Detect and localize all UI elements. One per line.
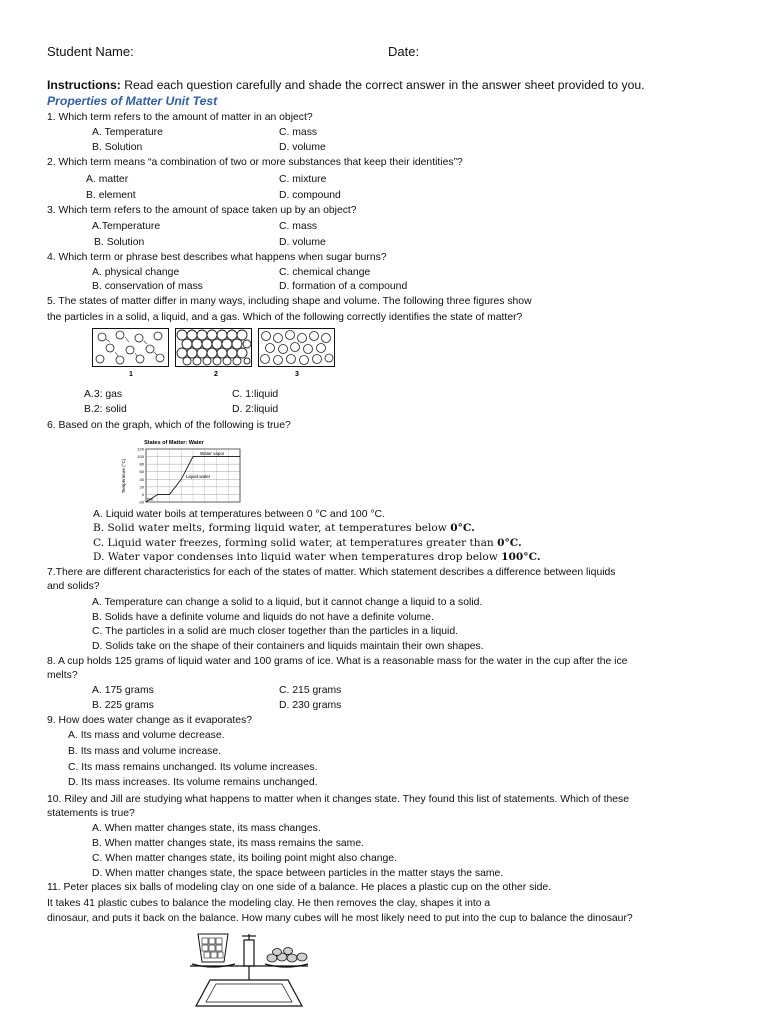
q1-option-c: C. mass: [279, 127, 318, 138]
instructions-text: Read each question carefully and shade the correct answer in the answer sheet provided to you.: [120, 78, 645, 92]
q1-option-a: A. Temperature: [92, 127, 163, 138]
q1-option-d: D. volume: [279, 142, 326, 153]
figure-box-1: [93, 329, 169, 367]
q10-option-b: B. When matter changes state, its mass remains the same.: [92, 838, 364, 849]
question-1-stem: 1. Which term refers to the amount of matter in an object?: [47, 112, 313, 123]
q7-option-a: A. Temperature can change a solid to a liquid, but it cannot change a liquid to a solid.: [92, 597, 483, 608]
states-of-matter-graph: [116, 436, 246, 506]
question-11-stem-line1: 11. Peter places six balls of modeling clay on one side of a balance. He places a plastic cup on the other side.: [47, 882, 552, 893]
student-name-label: Student Name:: [47, 44, 134, 59]
question-11-stem-line2: It takes 41 plastic cubes to balance the modeling clay. He then removes the clay, shapes it into a: [47, 898, 491, 909]
question-8-stem-line1: 8. A cup holds 125 grams of liquid water and 100 grams of ice. What is a reasonable mass for the water in the cup after the ice: [47, 656, 628, 667]
q9-option-b: B. Its mass and volume increase.: [68, 746, 222, 757]
q6-option-b: [93, 522, 475, 535]
q4-option-a: A. physical change: [92, 267, 180, 278]
q10-option-a: A. When matter changes state, its mass changes.: [92, 823, 321, 834]
q5-option-c: C. 1:liquid: [232, 389, 279, 400]
question-8-stem-line2: melts?: [47, 670, 78, 681]
figure-box-2: [176, 329, 252, 367]
question-11-stem-line3: dinosaur, and puts it back on the balance. How many cubes will he most likely need to put into the cup to balance the dinosaur?: [47, 913, 633, 924]
q4-option-d: D. formation of a compound: [279, 281, 408, 292]
q10-option-d: D. When matter changes state, the space between particles in the matter stays the same.: [92, 868, 504, 879]
graph-title: States of Matter: Water: [144, 440, 204, 446]
q9-option-a: A. Its mass and volume decrease.: [68, 730, 225, 741]
q6-option-d: [93, 551, 541, 564]
q3-option-b: B. Solution: [94, 237, 145, 248]
q3-option-c: C. mass: [279, 221, 318, 232]
question-7-stem-line1: 7.There are different characteristics for each of the states of matter. Which statement describes a difference between liquids: [47, 567, 616, 578]
q9-option-d: D. Its mass increases. Its volume remains unchanged.: [68, 777, 318, 788]
q2-option-d: D. compound: [279, 190, 341, 201]
q5-option-a: A.3: gas: [84, 389, 123, 400]
q10-option-c: C. When matter changes state, its boiling point might also change.: [92, 853, 397, 864]
instructions-label: Instructions:: [47, 78, 121, 92]
graph-label-vapor: Water vapor: [200, 451, 225, 457]
q8-option-c: C. 215 grams: [279, 685, 342, 696]
q8-option-d: D. 230 grams: [279, 700, 342, 711]
unit-title: Properties of Matter Unit Test: [47, 94, 218, 108]
question-5-stem-line1: 5. The states of matter differ in many ways, including shape and volume. The following three figures show: [47, 296, 532, 307]
q4-option-c: C. chemical change: [279, 267, 371, 278]
graph-tick-label: 40: [139, 476, 144, 482]
q3-option-d: D. volume: [279, 237, 326, 248]
q3-option-a: A.Temperature: [92, 221, 161, 232]
q7-option-b: B. Solids have a definite volume and liquids do not have a definite volume.: [92, 612, 434, 623]
graph-ylabel: Temperature (°C): [121, 458, 126, 494]
balance-base: [196, 966, 302, 1006]
q4-option-b: B. conservation of mass: [92, 281, 203, 292]
question-4-stem: 4. Which term or phrase best describes what happens when sugar burns?: [47, 252, 387, 263]
q6-option-c: [93, 537, 522, 550]
question-3-stem: 3. Which term refers to the amount of space taken up by an object?: [47, 205, 357, 216]
q6-option-c-value: 0°C.: [497, 537, 522, 549]
figure-label-3: 3: [295, 371, 299, 378]
figure-label-1: 1: [129, 371, 133, 378]
cup-with-cubes: [198, 934, 228, 962]
question-10-stem-line2: statements is true?: [47, 808, 135, 819]
q2-option-a: A. matter: [86, 174, 129, 185]
q8-option-a: A. 175 grams: [92, 685, 154, 696]
q6-option-d-text: D. Water vapor condenses into liquid water when temperatures drop below: [93, 551, 502, 563]
question-6-stem: 6. Based on the graph, which of the following is true?: [47, 420, 291, 431]
graph-label-ice: Ice: [147, 496, 154, 502]
question-10-stem-line1: 10. Riley and Jill are studying what happens to matter when it changes state. They found this list of statements. Which of these: [47, 794, 629, 805]
states-of-matter-figure: [92, 328, 336, 378]
q6-option-b-value: 0°C.: [450, 522, 475, 534]
q2-option-b: B. element: [86, 190, 136, 201]
figure-box-3: [259, 329, 335, 367]
q6-option-b-text: B. Solid water melts, forming liquid water, at temperatures below: [93, 522, 451, 534]
q7-option-d: D. Solids take on the shape of their containers and liquids maintain their own shapes.: [92, 641, 484, 652]
q5-option-d: D. 2:liquid: [232, 404, 279, 415]
q7-option-c: C. The particles in a solid are much closer together than the particles in a liquid.: [92, 626, 458, 637]
graph-tick-label: 100: [137, 454, 144, 460]
q9-option-c: C. Its mass remains unchanged. Its volume increases.: [68, 762, 318, 773]
question-9-stem: 9. How does water change as it evaporates?: [47, 715, 253, 726]
question-5-stem-line2: the particles in a solid, a liquid, and a gas. Which of the following correctly identifies the state of matter?: [47, 312, 523, 323]
clay-balls: [267, 948, 307, 963]
q1-option-b: B. Solution: [92, 142, 143, 153]
instructions: [47, 78, 645, 92]
graph-tick-label: 120: [137, 446, 144, 452]
graph-tick-label: 60: [139, 469, 144, 475]
graph-tick-label: 20: [139, 484, 144, 490]
question-7-stem-line2: and solids?: [47, 581, 100, 592]
figure-label-2: 2: [214, 371, 218, 378]
q2-option-c: C. mixture: [279, 174, 327, 185]
graph-tick-label: 80: [139, 461, 144, 467]
graph-label-liquid: Liquid water: [185, 473, 211, 479]
balance-scale-illustration: [180, 926, 330, 1012]
graph-tick-label: -20: [138, 499, 144, 505]
graph-tick-label: 0: [141, 491, 144, 497]
date-label: Date:: [388, 44, 420, 59]
q6-option-a: A. Liquid water boils at temperatures between 0 °C and 100 °C.: [93, 509, 385, 520]
question-2-stem: 2. Which term means “a combination of two or more substances that keep their identities”?: [47, 157, 463, 168]
q6-option-d-value: 100°C.: [501, 551, 541, 563]
q5-option-b: B.2: solid: [84, 404, 127, 415]
q6-option-c-text: C. Liquid water freezes, forming solid water, at temperatures greater than: [93, 537, 498, 549]
q8-option-b: B. 225 grams: [92, 700, 154, 711]
